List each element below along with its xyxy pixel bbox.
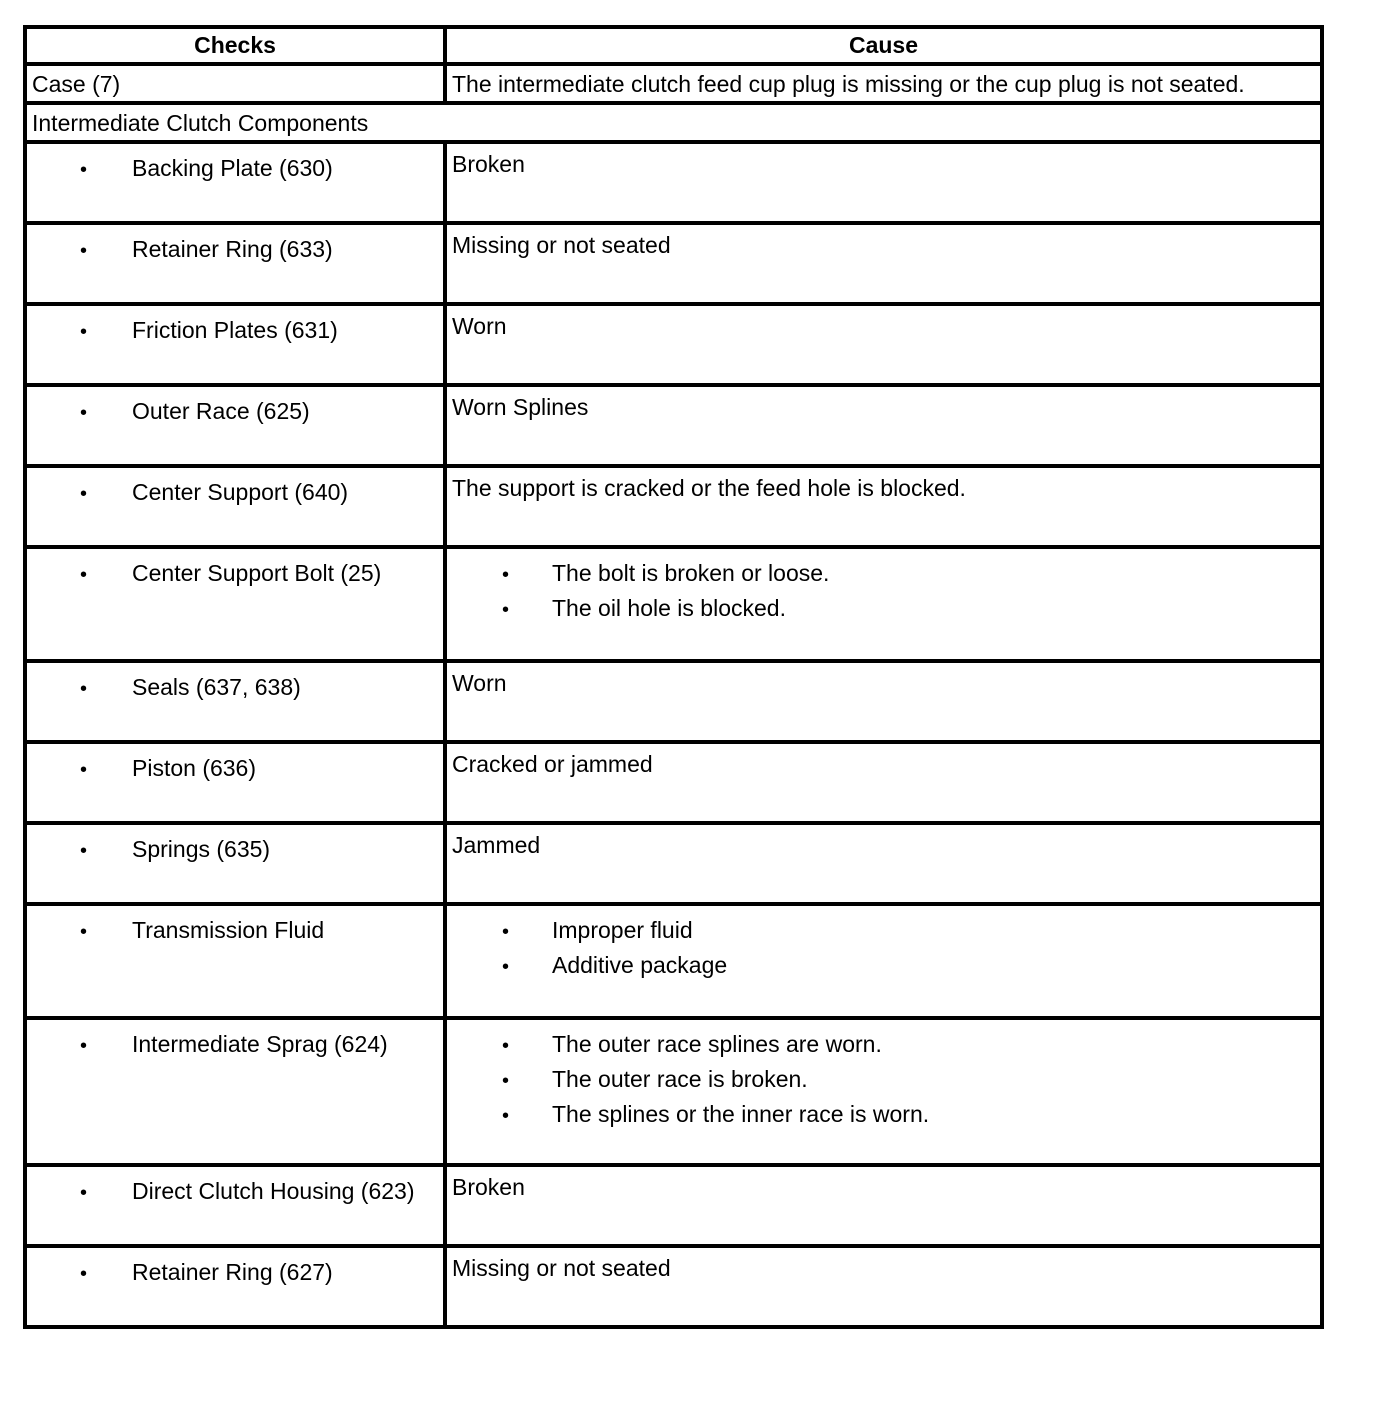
cause-cell: [445, 385, 1322, 466]
bullet-icon: •: [80, 159, 88, 181]
check-item: [27, 233, 443, 268]
table-row: [25, 223, 1322, 304]
table-row: [25, 904, 1322, 1018]
table-row: [25, 1246, 1322, 1327]
cause-list-text: The outer race splines are worn.: [552, 1031, 882, 1057]
check-label: Retainer Ring (633): [132, 236, 333, 262]
bullet-icon: •: [502, 1035, 510, 1057]
bullet-icon: •: [80, 483, 88, 505]
table-row: [25, 304, 1322, 385]
cause-list-item: [447, 592, 1320, 627]
check-item: [27, 1028, 443, 1063]
check-item: [27, 395, 443, 430]
cause-list-item: [447, 1063, 1320, 1098]
check-item: [27, 476, 443, 511]
check-item: [27, 557, 443, 592]
bullet-icon: •: [502, 921, 510, 943]
cause-list-item: [447, 1098, 1320, 1133]
check-cell: [25, 1246, 445, 1327]
check-item: [27, 314, 443, 349]
section-title: Intermediate Clutch Components: [32, 110, 369, 136]
check-label: Intermediate Sprag (624): [132, 1031, 388, 1057]
check-cell: [25, 1018, 445, 1165]
table-row: [25, 1018, 1322, 1165]
cause-text: Broken: [452, 1174, 525, 1200]
section-cell: [25, 103, 1322, 142]
bullet-icon: •: [80, 1263, 88, 1285]
check-label: Direct Clutch Housing (623): [132, 1178, 415, 1204]
check-item: [27, 152, 443, 187]
check-label: Seals (637, 638): [132, 674, 301, 700]
check-item: [27, 671, 443, 706]
table-body: [25, 64, 1322, 1327]
bullet-icon: •: [80, 678, 88, 700]
check-item: [27, 833, 443, 868]
cause-cell: [445, 823, 1322, 904]
cause-list-item: [447, 949, 1320, 984]
cause-cell: [445, 1018, 1322, 1165]
table-row: [25, 142, 1322, 223]
cause-cell: [445, 742, 1322, 823]
case-row: [25, 64, 1322, 103]
cause-list-text: The outer race is broken.: [552, 1066, 808, 1092]
cause-list-text: The bolt is broken or loose.: [552, 560, 830, 586]
check-cell: [25, 466, 445, 547]
section-row: [25, 103, 1322, 142]
case-cause-text: The intermediate clutch feed cup plug is missing or the cup plug is not seated.: [452, 71, 1245, 97]
check-label: Springs (635): [132, 836, 271, 862]
bullet-icon: •: [80, 240, 88, 262]
check-cell: [25, 547, 445, 661]
check-cell: [25, 661, 445, 742]
cause-text: Broken: [452, 151, 525, 177]
check-item: [27, 914, 443, 949]
case-check-text: Case (7): [32, 71, 121, 97]
cause-list-item: [447, 914, 1320, 949]
cause-cell: [445, 1246, 1322, 1327]
cause-cell: [445, 661, 1322, 742]
cause-cell: [445, 466, 1322, 547]
check-cell: [25, 385, 445, 466]
cause-cell: [445, 223, 1322, 304]
bullet-icon: •: [80, 1182, 88, 1204]
cause-list-text: Additive package: [552, 952, 728, 978]
case-cause-cell: [445, 64, 1322, 103]
bullet-icon: •: [80, 402, 88, 424]
cause-cell: [445, 142, 1322, 223]
check-label: Backing Plate (630): [132, 155, 333, 181]
bullet-icon: •: [80, 759, 88, 781]
cause-list-item: [447, 1028, 1320, 1063]
table-row: [25, 742, 1322, 823]
check-item: [27, 1256, 443, 1291]
cause-text: The support is cracked or the feed hole is blocked.: [452, 475, 966, 501]
check-label: Center Support Bolt (25): [132, 560, 382, 586]
check-label: Transmission Fluid: [132, 917, 325, 943]
check-item: [27, 1175, 443, 1210]
cause-header: Cause: [445, 27, 1322, 64]
cause-text: Worn Splines: [452, 394, 589, 420]
cause-cell: [445, 304, 1322, 385]
bullet-icon: •: [502, 599, 510, 621]
cause-text: Worn: [452, 313, 507, 339]
check-cell: [25, 142, 445, 223]
check-cell: [25, 904, 445, 1018]
bullet-icon: •: [80, 840, 88, 862]
cause-text: Missing or not seated: [452, 232, 671, 258]
check-item: [27, 752, 443, 787]
case-check-cell: [25, 64, 445, 103]
cause-list-text: The oil hole is blocked.: [552, 595, 786, 621]
cause-text: Worn: [452, 670, 507, 696]
check-label: Piston (636): [132, 755, 257, 781]
table-row: [25, 466, 1322, 547]
bullet-icon: •: [502, 564, 510, 586]
check-label: Outer Race (625): [132, 398, 310, 424]
cause-cell: [445, 904, 1322, 1018]
bullet-icon: •: [80, 321, 88, 343]
table-row: [25, 823, 1322, 904]
bullet-icon: •: [80, 564, 88, 586]
table-row: [25, 547, 1322, 661]
header-row: [25, 27, 1322, 64]
bullet-icon: •: [80, 921, 88, 943]
cause-list-text: The splines or the inner race is worn.: [552, 1101, 930, 1127]
check-label: Friction Plates (631): [132, 317, 338, 343]
bullet-icon: •: [80, 1035, 88, 1057]
table-row: [25, 385, 1322, 466]
checks-header: Checks: [25, 27, 445, 64]
bullet-icon: •: [502, 956, 510, 978]
cause-cell: [445, 547, 1322, 661]
cause-text: Missing or not seated: [452, 1255, 671, 1281]
table-row: [25, 661, 1322, 742]
check-label: Center Support (640): [132, 479, 349, 505]
cause-text: Cracked or jammed: [452, 751, 653, 777]
check-cell: [25, 223, 445, 304]
cause-list-text: Improper fluid: [552, 917, 693, 943]
check-cell: [25, 823, 445, 904]
check-cell: [25, 1165, 445, 1246]
cause-list-item: [447, 557, 1320, 592]
check-cell: [25, 742, 445, 823]
bullet-icon: •: [502, 1070, 510, 1092]
table-row: [25, 1165, 1322, 1246]
diagnostic-table: [23, 25, 1324, 1329]
cause-cell: [445, 1165, 1322, 1246]
bullet-icon: •: [502, 1105, 510, 1127]
check-cell: [25, 304, 445, 385]
cause-text: Jammed: [452, 832, 541, 858]
check-label: Retainer Ring (627): [132, 1259, 333, 1285]
